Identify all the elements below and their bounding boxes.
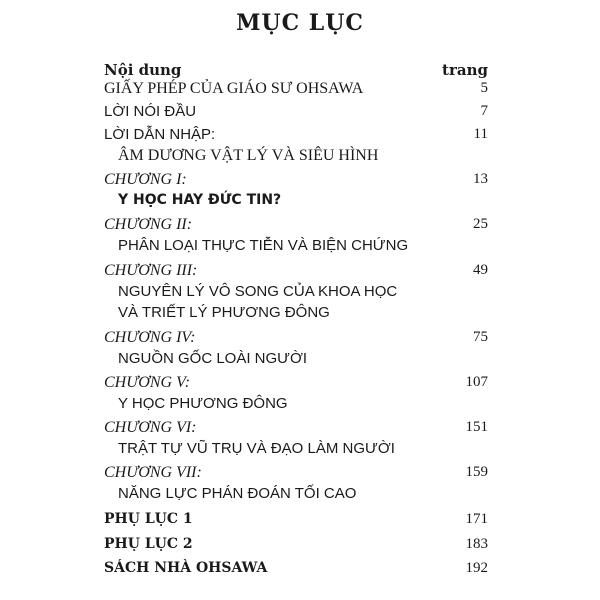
toc-entry-label: PHỤ LỤC 2 <box>104 536 193 552</box>
toc-entry-page: 159 <box>465 464 488 480</box>
toc-entry-subtitle: Y HỌC PHƯƠNG ĐÔNG <box>118 395 288 412</box>
toc-entry-label: CHƯƠNG V: <box>104 374 191 391</box>
toc-entry-page: 25 <box>473 216 488 232</box>
toc-entry-label: CHƯƠNG I: <box>104 171 187 188</box>
toc-entry-page: 11 <box>473 126 488 142</box>
toc-entry-subtitle: NGUYÊN LÝ VÔ SONG CỦA KHOA HỌC <box>118 283 398 300</box>
toc-entry-label: GIẤY PHÉP CỦA GIÁO SƯ OHSAWA <box>104 80 364 97</box>
toc-entry-subtitle: TRẬT TỰ VŨ TRỤ VÀ ĐẠO LÀM NGƯỜI <box>118 440 395 457</box>
toc-entry-page: 49 <box>473 262 488 278</box>
toc-entry-subtitle: Y HỌC HAY ĐỨC TIN? <box>118 192 282 208</box>
toc-entry-page: 192 <box>465 560 488 576</box>
toc-entry-page: 107 <box>465 374 488 390</box>
toc-entry-page: 75 <box>473 329 488 345</box>
toc-entry-label: PHỤ LỤC 1 <box>104 511 193 527</box>
toc-entry-label: SÁCH NHÀ OHSAWA <box>104 560 268 576</box>
toc-entry-page: 5 <box>480 80 488 96</box>
toc-entry-page: 183 <box>465 536 488 552</box>
page-column-header: trang <box>442 61 488 79</box>
toc-entry-page: 13 <box>473 171 488 187</box>
toc-entry-page: 7 <box>480 103 488 119</box>
toc-entry-subtitle: ÂM DƯƠNG VẬT LÝ VÀ SIÊU HÌNH <box>118 147 379 164</box>
toc-entry-label: CHƯƠNG III: <box>104 262 198 279</box>
toc-entry-subtitle: PHÂN LOẠI THỰC TIỄN VÀ BIỆN CHỨNG <box>118 237 409 254</box>
toc-entry-label: CHƯƠNG VII: <box>104 464 202 481</box>
content-column-header: Nội dung <box>104 61 182 79</box>
toc-entry-page: 151 <box>465 419 488 435</box>
toc-entry-page: 171 <box>465 511 488 527</box>
toc-entry-subtitle: NĂNG LỰC PHÁN ĐOÁN TỐI CAO <box>118 485 357 502</box>
toc-entry-subtitle: NGUỒN GỐC LOÀI NGƯỜI <box>118 350 308 367</box>
toc-entry-label: LỜI NÓI ĐẦU <box>104 103 197 120</box>
toc-entry-label: CHƯƠNG IV: <box>104 329 196 346</box>
page-title: MỤC LỤC <box>236 10 364 36</box>
toc-entry-label: LỜI DẪN NHẬP: <box>104 126 216 143</box>
toc-entry-label: CHƯƠNG VI: <box>104 419 197 436</box>
toc-entry-subtitle: VÀ TRIẾT LÝ PHƯƠNG ĐÔNG <box>118 304 330 321</box>
toc-entry-label: CHƯƠNG II: <box>104 216 193 233</box>
